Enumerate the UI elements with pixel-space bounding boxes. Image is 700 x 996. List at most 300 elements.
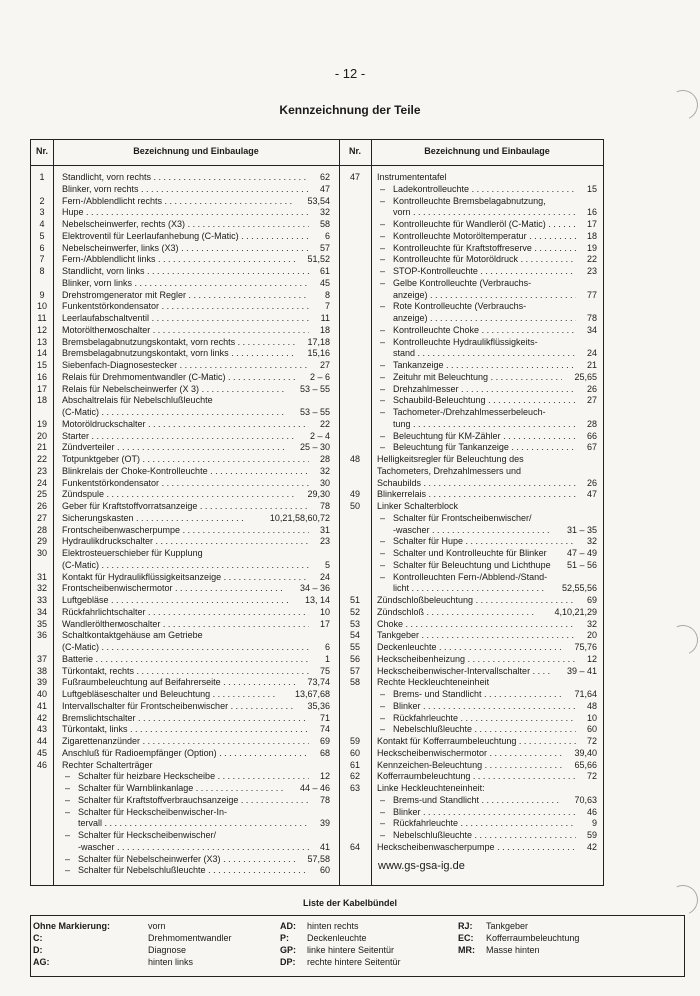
item-description-text: Totpunktgeber (OT) (62, 454, 141, 464)
item-description (393, 418, 576, 430)
figure-reference: 75 (319, 665, 330, 676)
figure-reference: 10,21,58,60,72 (269, 512, 330, 523)
punch-hole-mark (664, 881, 700, 919)
item-description-text: Intervallschalter für Frontscheibenwischer (62, 700, 229, 711)
figure-reference: 15 (586, 183, 597, 194)
table-row (31, 253, 603, 265)
item-description-text: Fern-/Abblendlicht rechts (62, 195, 163, 206)
table-row (31, 806, 603, 818)
item-description-text: Tankanzeige (393, 360, 444, 370)
figure-reference: 62 (319, 172, 330, 182)
item-number: 56 (349, 653, 360, 664)
item-description (393, 183, 576, 195)
figure-reference: 74 (319, 724, 330, 735)
item-description-text: Blinker (393, 806, 421, 817)
figure-reference: 6 (324, 642, 330, 652)
item-number: 20 (36, 430, 47, 441)
item-description (393, 336, 594, 348)
figure-reference: 53 – 55 (299, 383, 330, 394)
item-description-text: Kontrolleuchte Choke (393, 324, 480, 335)
item-number: 13 (36, 336, 47, 347)
table-row (31, 653, 603, 665)
bullet-dash: – (65, 771, 71, 782)
item-description-text: Brems- und Standlicht (393, 689, 482, 699)
item-description (377, 665, 551, 677)
item-description-text: Zündspule (62, 489, 105, 500)
item-description-text: Beleuchtung für KM-Zähler (393, 430, 501, 441)
figure-reference: 16 (586, 207, 597, 218)
bullet-dash: – (380, 818, 386, 829)
legend-code: AD: (280, 921, 296, 931)
figure-reference: 32 (319, 207, 330, 218)
item-number: 42 (36, 712, 47, 723)
table-row (31, 183, 603, 195)
item-number: 5 (39, 230, 45, 241)
figure-reference: 22 (319, 418, 330, 429)
item-number: 16 (36, 371, 47, 382)
table-row (31, 465, 603, 477)
item-description (393, 817, 576, 829)
item-number: 26 (36, 501, 47, 511)
item-description-text: Kontakt für Hydraulikflüssigkeitsanzeige (62, 571, 222, 582)
header-nr-left: Nr. (35, 146, 48, 156)
punch-hole-mark (664, 621, 700, 659)
figure-reference: 73,74 (307, 677, 330, 688)
table-row (31, 453, 603, 465)
item-number: 15 (36, 360, 47, 370)
item-description-text: anzeige) (393, 313, 428, 323)
figure-reference: 23 (586, 266, 597, 276)
item-description (377, 488, 576, 500)
figure-reference: 41 (319, 841, 330, 852)
item-description-text: Ladekontrolleuchte (393, 183, 470, 194)
item-number: 39 (36, 677, 47, 688)
item-description (393, 289, 576, 301)
bullet-dash: – (380, 383, 386, 394)
figure-reference: 57 (319, 242, 330, 253)
item-description (78, 864, 309, 876)
item-description (393, 371, 562, 383)
table-row (31, 383, 603, 395)
item-number: 49 (349, 489, 360, 500)
item-description-text: Bremsbelagabnutzungskontakt, vorn links (62, 348, 229, 359)
bullet-dash: – (380, 395, 386, 406)
table-row (31, 723, 603, 735)
item-description-text: Instrumententafel (377, 172, 447, 182)
bullet-dash: – (65, 794, 71, 805)
item-number: 11 (37, 313, 47, 323)
item-description-text: Geber für Kraftstoffvorratsanzeige (62, 501, 198, 511)
cable-list-title: Liste der Kabelbündel (302, 898, 398, 908)
item-description-text: Zündschloßbeleuchtung (377, 595, 474, 605)
table-row (31, 171, 603, 183)
figure-reference: 7 (324, 301, 330, 312)
bullet-dash: – (380, 559, 386, 570)
item-description-text: (C-Matic) (62, 642, 99, 652)
figure-reference: 44 – 46 (299, 783, 330, 793)
figure-reference: 19 (586, 242, 597, 253)
legend-code: GP: (280, 945, 297, 955)
figure-reference: 47 (586, 489, 597, 500)
figure-reference: 39 (319, 818, 330, 829)
item-number: 60 (349, 747, 360, 758)
figure-reference: 17 (319, 618, 330, 629)
item-description-text: STOP-Kontrolleuchte (393, 266, 478, 276)
bullet-dash: – (380, 712, 386, 723)
figure-reference: 28 (586, 418, 597, 429)
item-description-text: Rückfahrleuchte (393, 712, 459, 723)
figure-reference: 25 – 30 (299, 442, 330, 453)
item-description-text: Blinkerrelais (377, 489, 427, 500)
legend-label: rechte hintere Seitentür (307, 957, 401, 967)
figure-reference: 47 (319, 183, 330, 194)
item-description-text: Drehstromgenerator mit Regler (62, 289, 187, 300)
figure-reference: 5 (324, 559, 330, 570)
item-description-text: Hupe (62, 207, 84, 218)
figure-reference: 70,63 (574, 794, 597, 805)
item-number: 3 (39, 207, 45, 218)
item-description-text: Nebelscheinwerfer, rechts (X3) (62, 219, 186, 229)
item-description-text: Heckscheibenwischer-Intervallschalter (377, 665, 531, 676)
figure-reference: 22 (586, 254, 597, 265)
item-number: 35 (36, 618, 47, 629)
item-description-text: Kontrolleuchte Motoröltemperatur (393, 230, 527, 241)
table-row (31, 441, 603, 453)
item-description-text: -wascher (393, 524, 430, 535)
item-number: 63 (349, 783, 360, 793)
figure-reference: 34 – 36 (299, 583, 330, 594)
table-row (31, 700, 603, 712)
item-description (393, 829, 576, 841)
figure-reference: 78 (319, 501, 330, 511)
table-row (31, 277, 603, 289)
item-description-text: Kennzeichen-Beleuchtung (377, 759, 483, 770)
item-description-text: Schalter für Kraftstoffverbrauchsanzeige (78, 794, 239, 805)
table-row (31, 336, 603, 348)
table-row (31, 535, 603, 547)
item-description-text: Fußraumbeleuchtung auf Beifahrerseite (62, 677, 221, 688)
item-description-text: Rote Kontrolleuchte (Verbrauchs- (393, 301, 527, 312)
item-description-text: (C-Matic) (62, 559, 99, 570)
figure-reference: 39,40 (574, 747, 597, 758)
item-description-text: Blinker, vorn links (62, 277, 133, 288)
item-number: 10 (36, 301, 47, 312)
legend-code: RJ: (458, 921, 473, 931)
item-number: 45 (36, 747, 47, 758)
item-number: 34 (36, 606, 47, 617)
legend-label: Kofferraumbeleuchtung (486, 933, 580, 943)
item-description-text: Frontscheibenwascherpumpe (62, 524, 181, 535)
bullet-dash: – (380, 407, 386, 417)
bullet-dash: – (380, 548, 386, 558)
item-description-text: Luftgebläse (62, 595, 109, 605)
item-description (393, 359, 576, 371)
item-description-text: Heckscheibenwischermotor (377, 747, 488, 758)
bullet-dash: – (65, 806, 71, 817)
table-row (31, 582, 603, 594)
item-description (393, 806, 576, 818)
item-description-text: Batterie (62, 653, 94, 664)
bullet-dash: – (380, 724, 386, 735)
item-description-text: Schalter für Nebelscheinwerfer (X3) (78, 853, 221, 864)
figure-reference: 53,54 (307, 195, 330, 206)
item-description-text: Schalter für heizbare Heckscheibe (78, 771, 216, 782)
item-description-text: Siebenfach-Diagnosestecker (62, 360, 178, 370)
table-row (31, 559, 603, 571)
table-row (31, 747, 603, 759)
item-description (377, 500, 594, 512)
page-title: Kennzeichnung der Teile (279, 103, 421, 117)
figure-reference: 32 (319, 465, 330, 476)
table-row (31, 759, 603, 771)
figure-reference: 13, 14 (304, 595, 330, 605)
item-description-text: Kontrolleuchten Fern-/Abblend-/Stand- (393, 571, 548, 582)
item-number: 32 (36, 583, 47, 594)
item-description-text: Hydraulikdruckschalter (62, 536, 154, 547)
item-description (393, 430, 576, 442)
item-description-text: Beleuchtung für Tankanzeige (393, 442, 509, 453)
item-number: 12 (36, 324, 47, 335)
figure-reference: 28 (319, 454, 330, 464)
item-description-text: tung (393, 418, 411, 429)
item-description (393, 512, 594, 524)
table-row (31, 829, 603, 841)
legend-label: Deckenleuchte (307, 933, 367, 943)
item-description-text: Heckscheibenheizung (377, 653, 466, 664)
item-number: 54 (349, 630, 360, 641)
item-description-text: Nebelschlußleuchte (393, 724, 473, 735)
table-row (31, 512, 603, 524)
legend-code: AG: (33, 957, 50, 967)
item-number: 31 (36, 571, 47, 582)
item-description-text: (C-Matic) (62, 407, 99, 417)
bullet-dash: – (65, 830, 71, 840)
figure-reference: 32 (586, 618, 597, 629)
bullet-dash: – (380, 700, 386, 711)
figure-reference: 26 (586, 383, 597, 394)
item-description-text: Heckscheibenwascherpumpe (377, 841, 495, 852)
table-row (31, 712, 603, 724)
figure-reference: 24 (319, 571, 330, 582)
figure-reference: 17 (586, 219, 597, 229)
item-description (377, 594, 576, 606)
item-description-text: Tachometers, Drehzahlmessers und (377, 465, 522, 476)
figure-reference: 30 (319, 477, 330, 488)
table-row (31, 242, 603, 254)
item-description-text: Anschluß für Radioempfänger (Option) (62, 747, 217, 758)
item-number: 33 (36, 595, 47, 605)
figure-reference: 51,52 (307, 254, 330, 265)
table-row (31, 500, 603, 512)
item-description-text: Bremslichtschalter (62, 712, 136, 723)
figure-reference: 69 (586, 595, 597, 605)
item-description-text: Linke Heckleuchteneinheit: (377, 783, 485, 793)
table-row (31, 312, 603, 324)
item-description (377, 453, 594, 465)
item-description (393, 195, 594, 207)
item-number: 1 (39, 172, 45, 182)
figure-reference: 18 (586, 230, 597, 241)
table-row (31, 606, 603, 618)
item-description-text: Standlicht, vorn rechts (62, 172, 152, 182)
item-number: 43 (36, 724, 47, 735)
bullet-dash: – (380, 230, 386, 241)
item-description-text: Blinkrelais der Choke-Kontrolleuchte (62, 465, 208, 476)
item-description (377, 653, 576, 665)
item-description-text: Schalter für Nebelschlußleuchte (78, 865, 206, 876)
item-description-text: Blinker (393, 700, 421, 711)
item-description-text: Rechter Schalterträger (62, 759, 153, 770)
item-description-text: tervall (78, 818, 103, 829)
figure-reference: 25,65 (574, 371, 597, 382)
figure-reference: 71,64 (574, 689, 597, 699)
table-row (31, 641, 603, 653)
table-row (31, 289, 603, 301)
item-description (393, 300, 594, 312)
item-description-text: Rechte Heckleuchteneinheit (377, 677, 490, 688)
table-row (31, 195, 603, 207)
figure-reference: 6 (324, 230, 330, 241)
item-description-text: Elektrosteuerschieber für Kupplung (62, 548, 203, 558)
figure-reference: 12 (319, 771, 330, 782)
item-description (393, 277, 594, 289)
table-row (31, 477, 603, 489)
item-number: 36 (36, 630, 47, 641)
item-number: 28 (36, 524, 47, 535)
item-description-text: Sicherungskasten (62, 512, 134, 523)
item-description-text: vorn (393, 207, 411, 218)
figure-reference: 29,30 (307, 489, 330, 500)
figure-reference: 77 (586, 289, 597, 300)
figure-reference: 8 (324, 289, 330, 300)
item-description (393, 406, 594, 418)
item-description (377, 629, 576, 641)
legend-code: Ohne Markierung: (33, 921, 111, 931)
table-row (31, 629, 603, 641)
item-number: 59 (349, 736, 360, 746)
figure-reference: 24 (586, 348, 597, 359)
table-row (31, 547, 603, 559)
bullet-dash: – (380, 254, 386, 265)
item-number: 51 (349, 595, 360, 605)
legend-code: DP: (280, 957, 296, 967)
item-description (393, 688, 562, 700)
item-description-text: Rückfahrlichtschalter (62, 606, 146, 617)
legend-code: D: (33, 945, 43, 955)
item-description (393, 524, 551, 536)
bullet-dash: – (380, 512, 386, 523)
figure-reference: 27 (319, 360, 330, 370)
website-url: www.gs-gsa-ig.de (378, 860, 465, 872)
item-description-text: Wandleröltherмoschalter (62, 618, 161, 629)
bullet-dash: – (380, 219, 386, 229)
table-row (31, 488, 603, 500)
figure-reference: 59 (586, 830, 597, 840)
item-description-text: Schalter für Heckscheibenwischer/ (78, 830, 217, 840)
figure-reference: 58 (319, 219, 330, 229)
item-description-text: Funkentstörkondensator (62, 477, 160, 488)
item-description (377, 841, 576, 853)
item-description-text: Kontakt für Kofferraumbeleuchtung (377, 736, 517, 746)
bullet-dash: – (380, 183, 386, 194)
item-description-text: Türkontakt, links (62, 724, 128, 735)
item-description (377, 747, 562, 759)
item-description-text: Zündverteiler (62, 442, 115, 453)
item-description (393, 571, 594, 583)
item-number: 47 (349, 172, 360, 182)
figure-reference: 9 (591, 818, 597, 829)
item-description-text: Kontrolleuchte für Motoröldruck (393, 254, 519, 265)
figure-reference: 60 (586, 724, 597, 735)
table-row (31, 265, 603, 277)
item-number: 21 (36, 442, 47, 453)
bullet-dash: – (380, 806, 386, 817)
bullet-dash: – (380, 571, 386, 582)
bullet-dash: – (65, 853, 71, 864)
bullet-dash: – (65, 783, 71, 793)
figure-reference: 51 – 56 (566, 559, 597, 570)
table-row (31, 817, 603, 829)
figure-reference: 11 (320, 313, 330, 323)
item-description-text: Tankgeber (377, 630, 420, 641)
item-description-text: Zeituhr mit Beleuchtung (393, 371, 489, 382)
item-description-text: Kontrolleuchte Bremsbelagabnutzung, (393, 195, 546, 206)
item-description (393, 794, 562, 806)
item-description (393, 242, 576, 254)
item-description (393, 723, 576, 735)
figure-reference: 72 (586, 736, 597, 746)
legend-label: Tankgeber (486, 921, 529, 931)
item-description (377, 735, 576, 747)
item-description-text: Gelbe Kontrolleuchte (Verbrauchs- (393, 277, 532, 288)
item-description-text: Funkentstörkondensator (62, 301, 160, 312)
item-description-text: Bremsbelagabnutzungskontakt, vorn rechts (62, 336, 236, 347)
figure-reference: 52,55,56 (561, 583, 597, 594)
item-description-text: Brems-und Standlicht (393, 794, 480, 805)
item-description (393, 230, 576, 242)
item-number: 58 (349, 677, 360, 688)
item-number: 40 (36, 689, 47, 699)
figure-reference: 47 – 49 (566, 548, 597, 558)
item-description-text: -wascher (78, 841, 115, 852)
figure-reference: 1 (324, 653, 330, 664)
item-description (393, 324, 576, 336)
item-number: 2 (39, 195, 45, 206)
figure-reference: 32 (586, 536, 597, 547)
figure-reference: 4,10,21,29 (554, 606, 597, 617)
item-description-text: Schaubild-Beleuchtung (393, 395, 486, 406)
figure-reference: 31 (319, 524, 330, 535)
figure-reference: 72 (586, 771, 597, 782)
table-row (31, 324, 603, 336)
item-description-text: anzeige) (393, 289, 428, 300)
item-description-text: Kofferraumbeleuchtung (377, 771, 471, 782)
item-description-text: Relais für Nebelscheinwerfer (X 3) (62, 383, 200, 394)
figure-reference: 61 (319, 266, 330, 276)
item-description (393, 700, 576, 712)
bullet-dash: – (380, 371, 386, 382)
figure-reference: 65,66 (574, 759, 597, 770)
item-description-text: Schalter für Frontscheibenwischer/ (393, 512, 532, 523)
table-row (31, 418, 603, 430)
table-row (31, 853, 336, 865)
table-row (31, 230, 603, 242)
item-description-text: Choke (377, 618, 404, 629)
item-number: 18 (36, 395, 47, 406)
item-description-text: Starter (62, 430, 90, 441)
item-number: 46 (36, 759, 47, 770)
table-row (31, 782, 603, 794)
